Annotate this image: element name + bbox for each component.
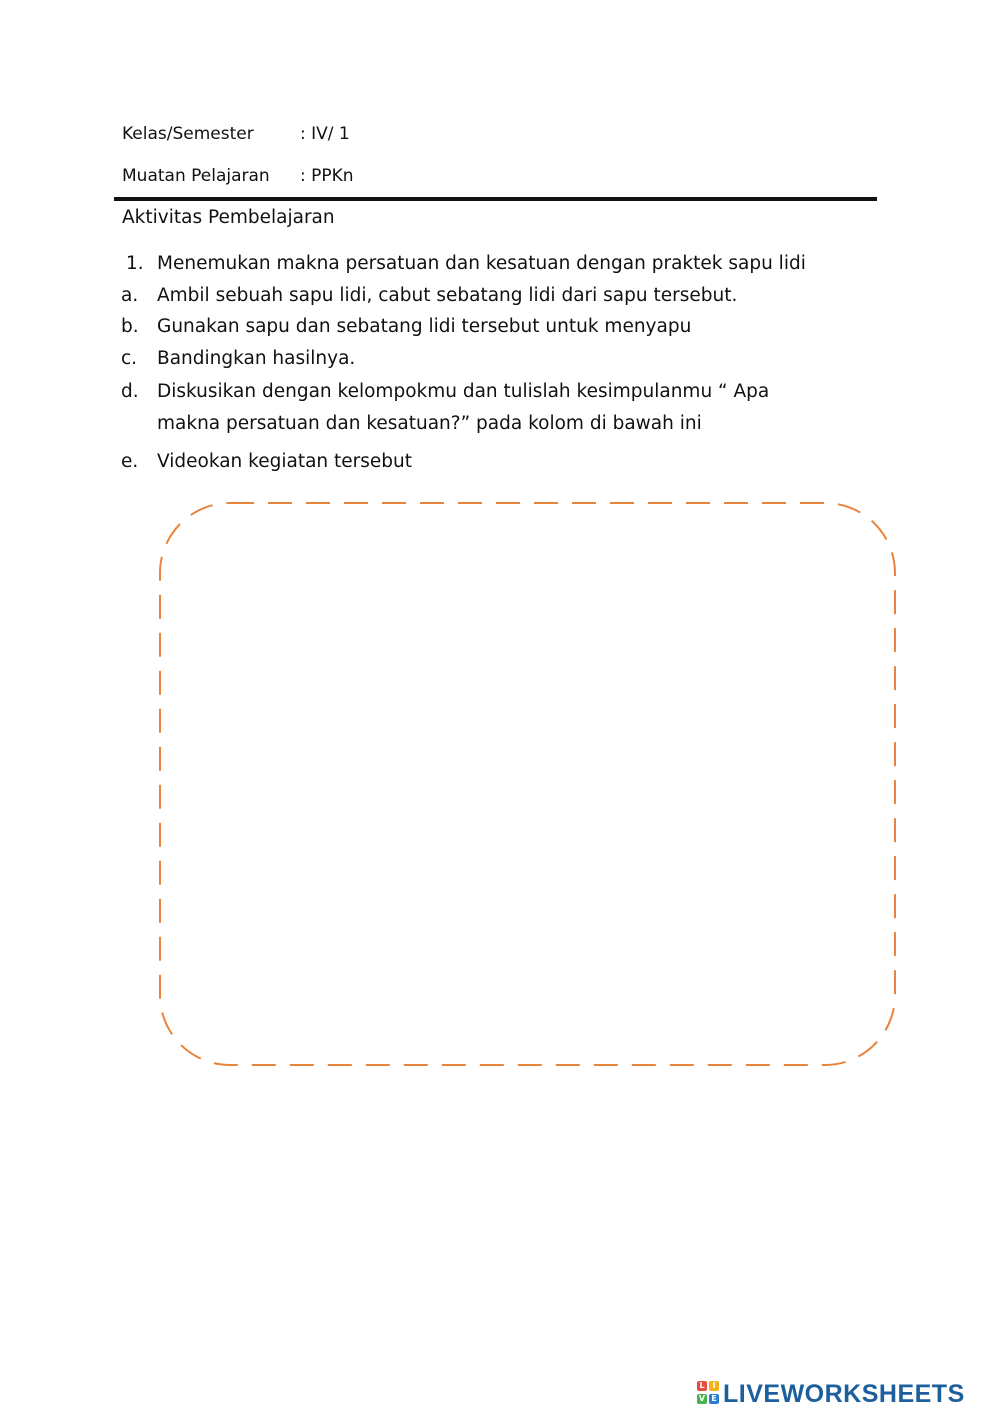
item-text-continuation: makna persatuan dan kesatuan?” pada kolom di bawah ini [157, 413, 702, 434]
logo-mark-tile: L [697, 1381, 707, 1391]
logo-mark-tile: V [698, 1394, 706, 1403]
item-marker: d. [121, 381, 139, 402]
item-marker: a. [121, 285, 139, 306]
item-marker: b. [121, 316, 139, 337]
item-text: Gunakan sapu dan sebatang lidi tersebut untuk menyapu [157, 316, 692, 337]
header-divider [114, 197, 877, 201]
item-text: Diskusikan dengan kelompokmu dan tulislah kesimpulanmu “ Apa [157, 381, 770, 402]
subject-label: Muatan Pelajaran [122, 166, 270, 186]
logo-mark-icon [697, 1381, 721, 1407]
item-text: Menemukan makna persatuan dan kesatuan dengan praktek sapu lidi [157, 253, 806, 274]
logo-text: LIVEWORKSHEETS [723, 1379, 965, 1408]
dashed-border [160, 503, 895, 1065]
item-marker: 1. [126, 253, 144, 274]
activity-title: Aktivitas Pembelajaran [122, 207, 335, 228]
item-text: Videokan kegiatan tersebut [157, 451, 412, 472]
item-text: Ambil sebuah sapu lidi, cabut sebatang lidi dari sapu tersebut. [157, 285, 738, 306]
subject-value: : PPKn [300, 166, 354, 186]
logo-mark-tile: I [709, 1381, 719, 1391]
item-marker: e. [121, 451, 139, 472]
class-semester-label: Kelas/Semester [122, 124, 254, 144]
item-text: Bandingkan hasilnya. [157, 348, 356, 369]
logo-mark-tile: E [709, 1394, 719, 1404]
class-semester-value: : IV/ 1 [300, 124, 350, 144]
dashed-answer-frame [154, 497, 902, 1071]
item-marker: c. [121, 348, 138, 369]
answer-box[interactable] [154, 497, 902, 1071]
liveworksheets-logo [697, 1378, 965, 1410]
